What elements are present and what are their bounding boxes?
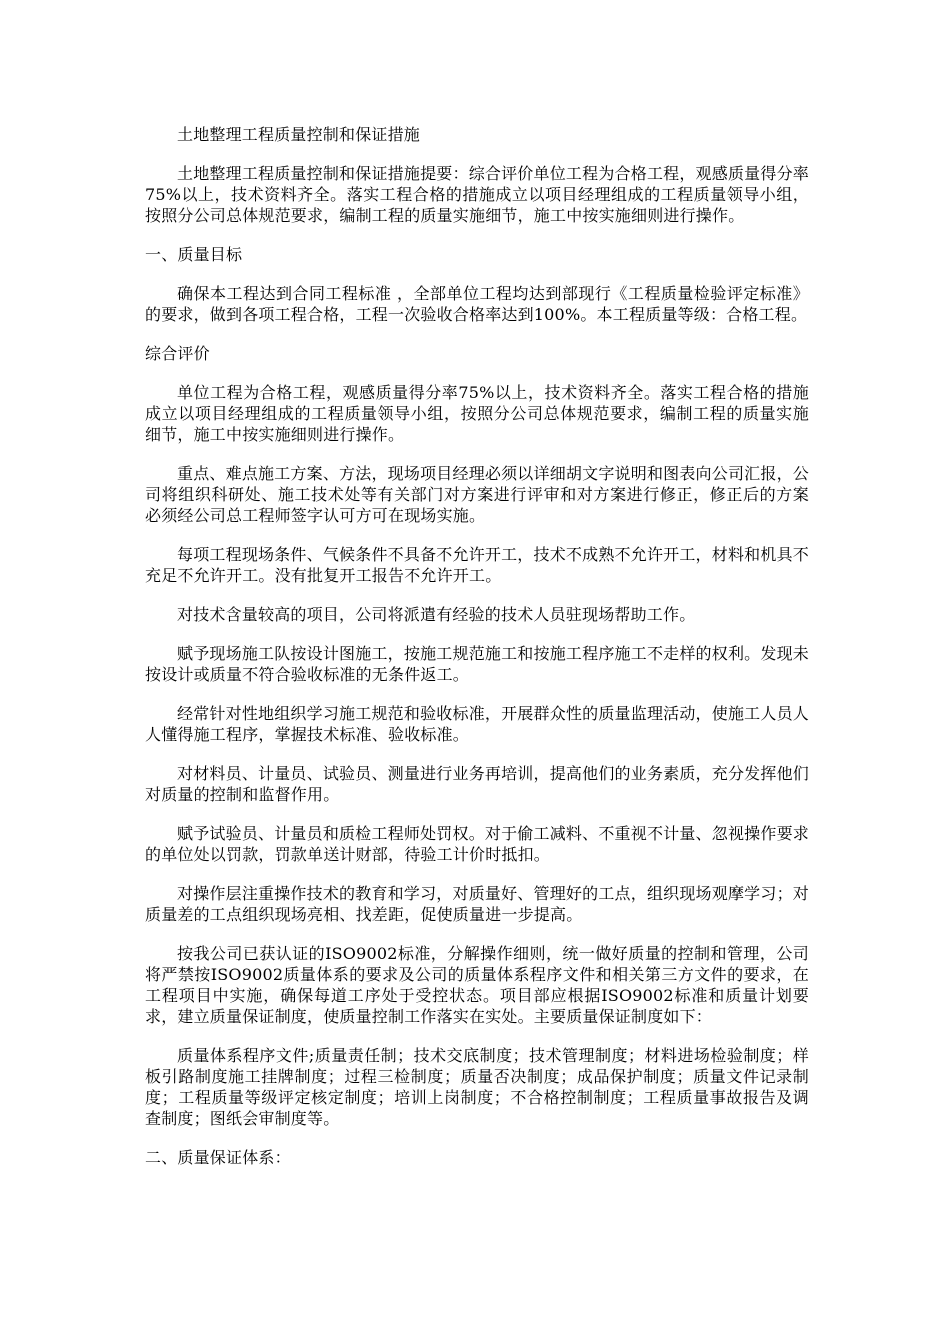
document-body xyxy=(145,163,809,1168)
body-paragraph: 单位工程为合格工程，观感质量得分率75%以上，技术资料齐全。落实工程合格的措施成立以项目经理组成的工程质量领导小组，按照分公司总体规范要求，编制工程的质量实施细节，施工中按实施细则进行操作。 xyxy=(145,383,809,444)
body-paragraph: 对操作层注重操作技术的教育和学习，对质量好、管理好的工点，组织现场观摩学习；对质量差的工点组织现场亮相、找差距，促使质量进一步提高。 xyxy=(145,884,809,924)
section-heading: 综合评价 xyxy=(145,344,210,363)
document-title: 土地整理工程质量控制和保证措施 xyxy=(177,125,421,144)
body-paragraph: 赋予现场施工队按设计图施工，按施工规范施工和按施工程序施工不走样的权利。发现未按设计或质量不符合验收标准的无条件返工。 xyxy=(145,644,809,684)
section-heading: 一、质量目标 xyxy=(145,245,243,264)
body-paragraph: 对材料员、计量员、试验员、测量进行业务再培训，提高他们的业务素质，充分发挥他们对质量的控制和监督作用。 xyxy=(145,764,809,804)
body-paragraph: 对技术含量较高的项目，公司将派遣有经验的技术人员驻现场帮助工作。 xyxy=(177,605,696,624)
section-heading: 二、质量保证体系： xyxy=(145,1148,291,1167)
body-paragraph: 每项工程现场条件、气候条件不具备不允许开工，技术不成熟不允许开工，材料和机具不充足不允许开工。没有批复开工报告不允许开工。 xyxy=(145,545,809,585)
body-paragraph: 按我公司已获认证的ISO9002标准，分解操作细则，统一做好质量的控制和管理，公司将严禁按ISO9002质量体系的要求及公司的质量体系程序文件和相关第三方文件的要求，在工程项目中实施，确保每道工序处于受控状态。项目部应根据ISO9002标准和质量计划要求，建立质量保证制度，使质量控制工作落实在实处。主要质量保证制度如下： xyxy=(145,944,809,1026)
document-page xyxy=(145,124,809,1186)
body-paragraph: 土地整理工程质量控制和保证措施提要：综合评价单位工程为合格工程，观感质量得分率75%以上，技术资料齐全。落实工程合格的措施成立以项目经理组成的工程质量领导小组，按照分公司总体规范要求，编制工程的质量实施细节，施工中按实施细则进行操作。 xyxy=(145,164,809,225)
body-paragraph: 确保本工程达到合同工程标准 ，全部单位工程均达到部现行《工程质量检验评定标准》的要求，做到各项工程合格，工程一次验收合格率达到100%。本工程质量等级：合格工程。 xyxy=(145,284,809,324)
body-paragraph: 质量体系程序文件;质量责任制；技术交底制度；技术管理制度；材料进场检验制度；样板引路制度施工挂牌制度；过程三检制度；质量否决制度；成品保护制度；质量文件记录制度；工程质量等级评定核定制度；培训上岗制度；不合格控制制度；工程质量事故报告及调查制度；图纸会审制度等。 xyxy=(145,1046,809,1128)
body-paragraph: 重点、难点施工方案、方法，现场项目经理必须以详细胡文字说明和图表向公司汇报，公司将组织科研处、施工技术处等有关部门对方案进行评审和对方案进行修正，修正后的方案必须经公司总工程师签字认可方可在现场实施。 xyxy=(145,464,809,525)
body-paragraph: 赋予试验员、计量员和质检工程师处罚权。对于偷工减料、不重视不计量、忽视操作要求的单位处以罚款，罚款单送计财部，待验工计价时抵扣。 xyxy=(145,824,809,864)
body-paragraph: 经常针对性地组织学习施工规范和验收标准，开展群众性的质量监理活动，使施工人员人人懂得施工程序，掌握技术标准、验收标准。 xyxy=(145,704,809,744)
